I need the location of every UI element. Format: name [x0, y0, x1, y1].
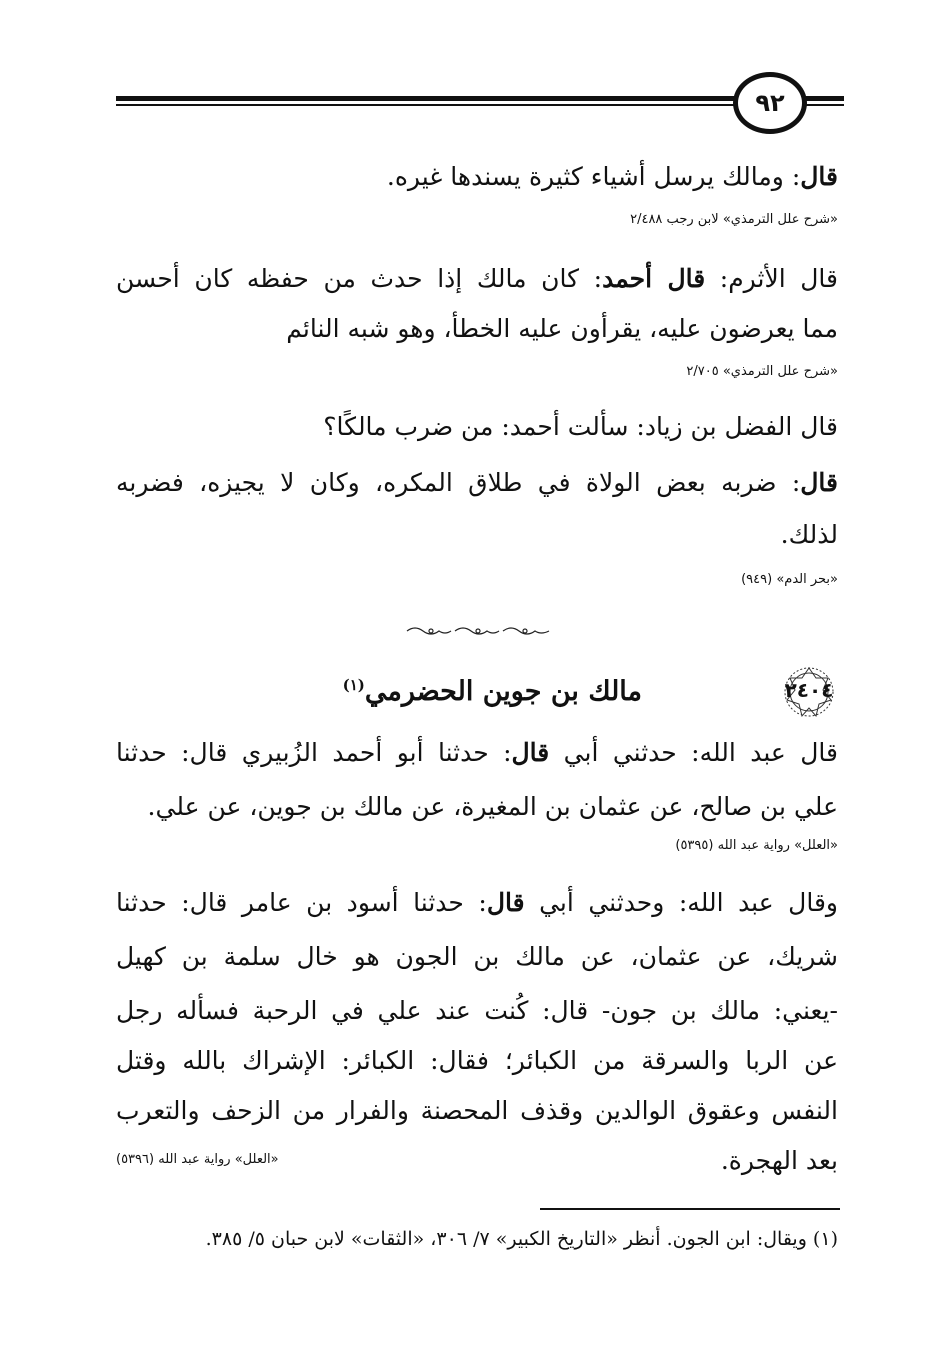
text-line: [116, 262, 838, 296]
footnote-ref: (١): [342, 676, 365, 694]
source-citation: «شرح علل الترمذي» ٢/٧٠٥: [686, 364, 838, 379]
qala-keyword: قال: [800, 162, 838, 191]
text-line: [116, 886, 838, 920]
text-line: [387, 160, 838, 194]
text-line: النفس وعقوق الوالدين وقذف المحصنة والفرار من الزحف والتعرب: [116, 1096, 838, 1125]
text-line: -يعني: مالك بن جون- قال: كُنت عند علي في الرحبة فسأله رجل: [116, 996, 838, 1025]
line-text: : حدثنا أبو أحمد الزُبيري قال: حدثنا: [116, 738, 512, 767]
footnote-rule: [540, 1208, 840, 1210]
line-text: : حدثنا أسود بن عامر قال: حدثنا: [116, 888, 487, 917]
line-text: قال الأثرم:: [705, 264, 838, 293]
source-citation: «بحر الدم» (٩٤٩): [741, 572, 838, 587]
entry-number-badge: [776, 664, 842, 720]
line-text: : كان مالك إذا حدث من حفظه كان أحسن: [116, 264, 603, 293]
line-text: : ومالك يرسل أشياء كثيرة يسندها غيره.: [386, 162, 801, 191]
source-citation: «العلل» رواية عبد الله (٥٣٩٦): [116, 1152, 279, 1167]
text-line: [116, 466, 838, 500]
text-line: قال الفضل بن زياد: سألت أحمد: من ضرب مالكًا؟: [323, 412, 838, 441]
qala-ahmad-keyword: قال أحمد: [602, 264, 706, 293]
text-line: علي بن صالح، عن عثمان بن المغيرة، عن مالك بن جوين، عن علي.: [147, 792, 838, 821]
text-line: عن الربا والسرقة من الكبائر؛ فقال: الكبائر: الإشراك بالله وقتل: [116, 1046, 838, 1075]
entry-title-text: مالك بن جوين الحضرمي: [364, 676, 642, 707]
text-line: [116, 736, 838, 770]
source-citation: «شرح علل الترمذي» لابن رجب ٢/٤٨٨: [630, 212, 838, 227]
qala-keyword: قال: [800, 468, 838, 497]
ornament-divider: [405, 624, 551, 638]
text-line: بعد الهجرة.: [720, 1146, 838, 1175]
qala-keyword: قال: [486, 888, 525, 917]
text-line: شريك، عن عثمان، عن مالك بن الجون هو خال سلمة بن كهيل: [116, 942, 838, 971]
entry-title: [343, 676, 642, 707]
line-text: قال عبد الله: حدثني أبي: [549, 738, 838, 767]
footnote: (١) ويقال: ابن الجون. أنظر «التاريخ الكبير» ٧/ ٣٠٦، «الثقات» لابن حبان ٥/ ٣٨٥.: [205, 1228, 838, 1250]
text-line: لذلك.: [780, 520, 838, 549]
line-text: وقال عبد الله: وحدثني أبي: [524, 888, 838, 917]
text-line: مما يعرضون عليه، يقرأون عليه الخطأ، وهو شبه النائم: [286, 314, 838, 343]
qala-keyword: قال: [511, 738, 550, 767]
line-text: : ضربه بعض الولاة في طلاق المكره، وكان لا يجيزه، فضربه: [116, 468, 801, 497]
page-number: ٩٢: [733, 72, 807, 134]
entry-number: ٢٤٠٤: [784, 678, 834, 702]
source-citation: «العلل» رواية عبد الله (٥٣٩٥): [675, 838, 838, 853]
